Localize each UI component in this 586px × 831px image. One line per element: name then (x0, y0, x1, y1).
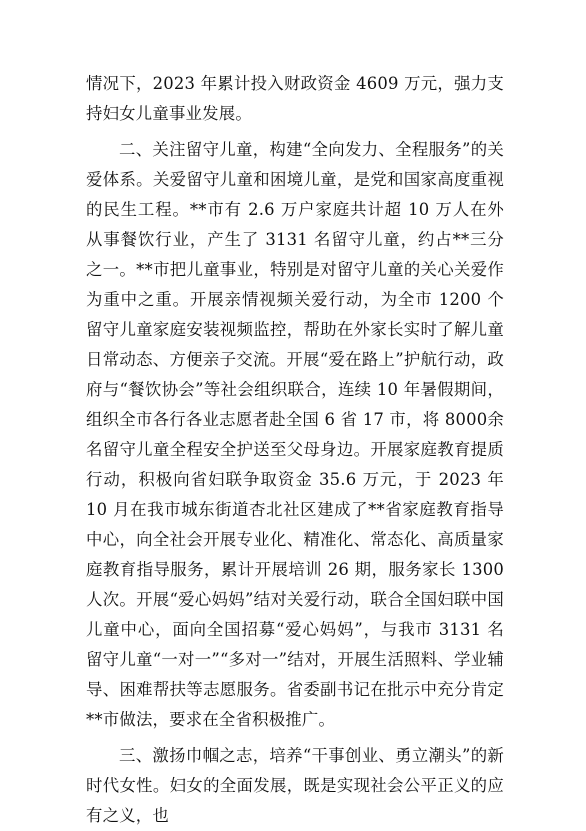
paragraph-women-development: 三、激扬巾帼之志，培养“干事创业、勇立潮头”的新时代女性。妇女的全面发展，既是实现社会公平正义的应有之义，也 (86, 746, 504, 825)
paragraph-left-behind-children: 二、关注留守儿童，构建“全向发力、全程服务”的关爱体系。关爱留守儿童和困境儿童，是党和国家高度重视的民生工程。**市有 2.6 万户家庭共计超 10 万人在外从事餐饮行业，产生了 3131 名留守儿童，约占**三分之一。**市把儿童事业，特别是对留守儿童的关心关爱作为重中之重。开展亲情视频关爱行动，为全市 1200 个留守儿童家庭安装视频监控，帮助在外家长实时了解儿童日常动态、方便亲子交流。开展“爱在路上”护航行动，政府与“餐饮协会”等社会组织联合，连续 10 年暑假期间，组织全市各行各业志愿者赴全国 6 省 17 市，将 8000余名留守儿童全程安全护送至父母身边。开展家庭教育提质行动，积极向省妇联争取资金 35.6 万元，于 2023 年 10 月在我市城东街道杏北社区建成了**省家庭教育指导中心，向全社会开展专业化、精准化、常态化、高质量家庭教育指导服务，累计开展培训 26 期，服务家长 1300 人次。开展“爱心妈妈”结对关爱行动，联合全国妇联中国儿童中心，面向全国招募“爱心妈妈”，与我市 3131 名留守儿童“一对一”“多对一”结对，开展生活照料、学业辅导、困难帮扶等志愿服务。省委副书记在批示中充分肯定**市做法，要求在全省积极推广。 (86, 140, 504, 729)
paragraph-funding-summary: 情况下，2023 年累计投入财政资金 4609 万元，强力支持妇女儿童事业发展。 (86, 74, 504, 123)
document-page (86, 69, 504, 831)
